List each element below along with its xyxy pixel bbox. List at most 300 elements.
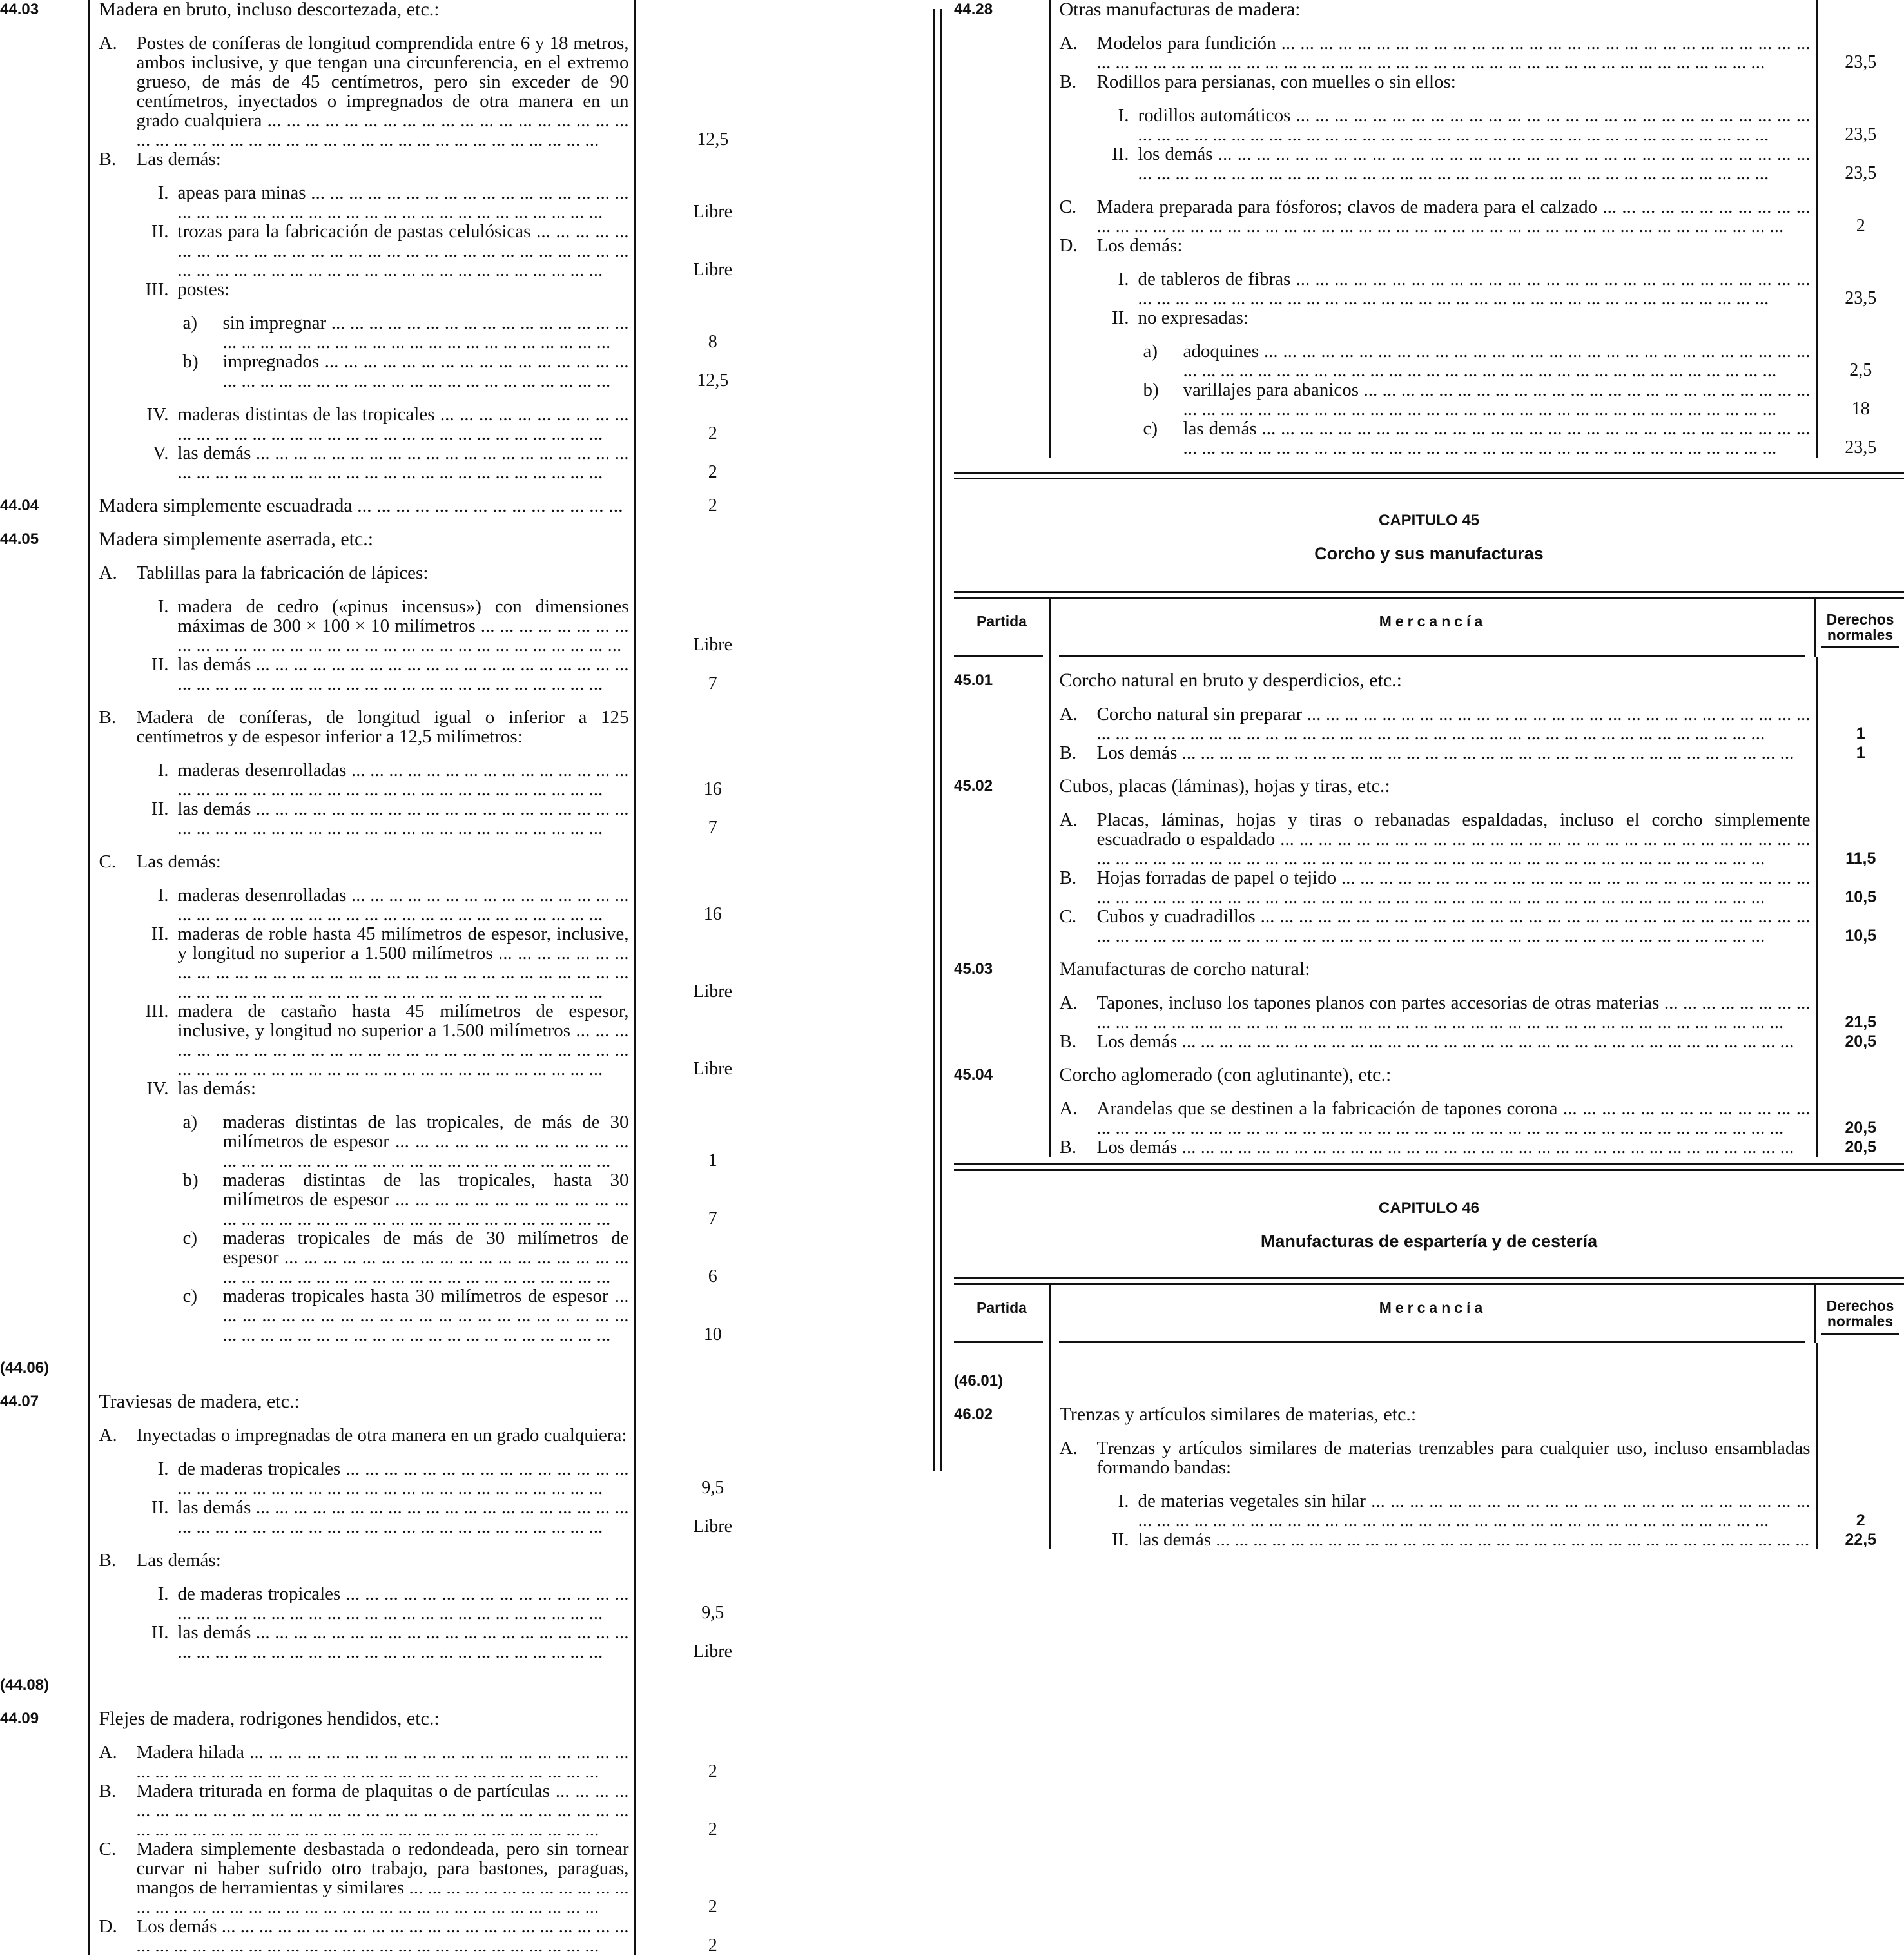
partida-number — [954, 1138, 1049, 1157]
description-cell — [1049, 960, 1816, 979]
description-cell — [89, 1392, 635, 1411]
item-text — [137, 150, 629, 169]
dot-leader: ... ... ... ... ... ... ... ... ... ... ... ... ... ... ... ... ... ... ... ... ... ... ... ... ... ... . — [1138, 1491, 1811, 1531]
item-row — [0, 313, 790, 352]
duty-value — [1816, 671, 1904, 690]
item-row — [0, 886, 790, 924]
item-text — [137, 1551, 629, 1570]
item-marker: I. — [157, 596, 169, 617]
dot-leader: ... ... ... ... ... ... ... ... ... ... ... ... . — [178, 443, 629, 483]
partida-number — [954, 72, 1049, 92]
item-text-content: Modelos para fundición — [1096, 33, 1276, 53]
spacer-row — [0, 169, 790, 183]
description-cell — [89, 0, 635, 19]
duty-value — [635, 563, 790, 583]
item-text — [223, 313, 629, 352]
item-marker: A. — [99, 1425, 117, 1446]
description-cell — [89, 1228, 635, 1286]
partida-number: 44.04 — [0, 497, 39, 514]
item-row — [0, 852, 790, 871]
partida-number — [954, 419, 1049, 458]
spacer-row — [0, 1378, 790, 1392]
item-text-content: maderas desenrolladas — [177, 760, 347, 780]
dot-leader — [1211, 1529, 1809, 1550]
description-cell — [1049, 993, 1816, 1032]
partida-number — [0, 150, 89, 169]
partida-number: (46.01) — [954, 1372, 1004, 1390]
spacer-row — [0, 1098, 790, 1112]
item-text — [1097, 1138, 1811, 1157]
partida-number — [954, 106, 1049, 144]
item-marker: B. — [1059, 867, 1077, 888]
partida-number — [0, 1781, 89, 1839]
item-text — [1138, 106, 1811, 144]
item-text — [1183, 419, 1811, 458]
spacer-row — [954, 255, 1904, 269]
duty-value: 2 — [708, 1819, 717, 1839]
duty-value: 11,5 — [1845, 849, 1876, 867]
description-cell — [89, 183, 635, 222]
spacer-row — [0, 871, 790, 886]
item-text-content: las demás — [177, 1497, 251, 1518]
item-text-content: rodillos automáticos — [1138, 105, 1291, 126]
spacer-row — [0, 838, 790, 852]
item-row — [954, 1099, 1904, 1138]
dot-leader: ... ... ... ... ... ... ... ... . — [223, 1247, 629, 1287]
item-marker: A. — [1059, 1098, 1078, 1119]
item-text — [178, 1459, 629, 1498]
description-cell — [89, 655, 635, 693]
description-cell — [1049, 907, 1816, 945]
partida-number — [954, 380, 1049, 419]
spacer-row — [0, 1536, 790, 1551]
item-row — [0, 1623, 790, 1661]
item-text — [1183, 380, 1811, 419]
item-row — [954, 704, 1904, 743]
partida-number — [0, 405, 89, 443]
duty-value: 1 — [708, 1150, 717, 1170]
table-header — [954, 1285, 1904, 1343]
description-cell — [89, 1002, 635, 1079]
item-text-content: trozas para la fabricación de pastas celulósicas — [177, 221, 531, 242]
item-text-content: madera de cedro («pinus incensus») con dimensiones máximas de 300 × 100 × 10 milímetros — [177, 596, 629, 636]
item-text — [178, 760, 629, 799]
item-text — [137, 1781, 629, 1839]
item-row — [0, 1079, 790, 1098]
partida-number — [954, 269, 1049, 308]
item-text — [178, 655, 629, 693]
item-row — [0, 708, 790, 746]
item-marker: c) — [182, 1228, 198, 1248]
item-marker: II. — [151, 1622, 169, 1643]
duty-value: Libre — [693, 202, 733, 222]
item-text — [1097, 868, 1811, 907]
partida-row — [0, 530, 790, 549]
item-row — [954, 197, 1904, 236]
item-text-content: maderas distintas de las tropicales, de más de 30 milímetros de espesor — [222, 1112, 629, 1152]
partida-row — [954, 1371, 1904, 1391]
partida-number: 45.04 — [954, 1066, 993, 1083]
description-cell — [89, 886, 635, 924]
dot-leader: ... ... ... ... ... ... ... . — [178, 760, 629, 800]
right-column — [954, 0, 1904, 1550]
dot-leader: ... ... ... ... ... ... ... ... ... ... ... ... . — [223, 1286, 629, 1345]
description-cell — [89, 1781, 635, 1839]
dot-leader: ... ... ... ... ... ... ... ... ... ... ... ... ... ... ... ... ... ... ... ... ... ... ... ... ... ... ... ... ... ... . — [1138, 269, 1811, 309]
item-text-content: de tableros de fibras — [1138, 269, 1291, 289]
item-text — [1138, 1530, 1811, 1549]
duty-value: 16 — [703, 779, 722, 799]
item-text-content: Madera triturada en forma de plaquitas o de partículas — [136, 1781, 550, 1801]
item-marker: c) — [1143, 418, 1158, 439]
header-normales: normales — [1827, 626, 1894, 643]
partida-number — [954, 342, 1049, 380]
item-row — [954, 72, 1904, 92]
item-marker: I. — [157, 1458, 169, 1479]
item-text-content: Los demás — [1096, 1031, 1178, 1052]
item-text — [178, 886, 629, 924]
partida-number: 46.02 — [954, 1406, 993, 1423]
item-marker: B. — [99, 707, 117, 728]
partida-number — [954, 1099, 1049, 1138]
partida-row — [954, 0, 1904, 19]
partida-number — [0, 1743, 89, 1781]
item-text-content: Corcho natural sin preparar — [1096, 704, 1303, 724]
item-row — [954, 1530, 1904, 1549]
description-cell — [1049, 1371, 1816, 1391]
duty-value — [635, 852, 790, 871]
item-row — [0, 1002, 790, 1079]
item-marker: C. — [1059, 906, 1077, 927]
spacer-row — [0, 299, 790, 313]
table-header — [954, 599, 1904, 657]
spacer-row — [954, 1085, 1904, 1099]
item-text-content: las demás — [1183, 418, 1257, 439]
chapter-46-title: Manufacturas de espartería y de cestería — [1260, 1232, 1598, 1251]
item-text — [1097, 34, 1811, 72]
description-cell — [1049, 380, 1816, 419]
item-text — [1097, 1438, 1811, 1477]
partida-number — [0, 1584, 89, 1623]
duty-value: 23,5 — [1845, 124, 1877, 144]
item-text-content: de maderas tropicales — [177, 1458, 341, 1479]
item-text-content: las demás — [177, 799, 251, 819]
item-marker: B. — [1059, 742, 1077, 763]
duty-value: Libre — [693, 1059, 733, 1079]
item-marker: D. — [99, 1916, 117, 1937]
item-text — [137, 1426, 629, 1445]
partida-number — [954, 308, 1049, 327]
item-marker: V. — [153, 443, 169, 463]
item-row — [0, 443, 790, 482]
partida-row — [0, 1359, 790, 1378]
description-cell — [1049, 1438, 1816, 1477]
description-cell — [1049, 308, 1816, 327]
partida-number — [0, 1112, 89, 1170]
spacer-row — [0, 1570, 790, 1584]
item-row — [0, 34, 790, 150]
item-marker: II. — [1111, 307, 1129, 328]
partida-number — [0, 34, 89, 150]
header-partida: Partida — [976, 1299, 1027, 1316]
description-cell — [1049, 419, 1816, 458]
spacer-row — [0, 549, 790, 563]
item-text-content: varillajes para abanicos — [1183, 380, 1359, 400]
item-text — [223, 352, 629, 391]
double-rule — [954, 472, 1904, 479]
item-row — [954, 810, 1904, 868]
item-row — [0, 597, 790, 655]
spacer-row — [954, 1477, 1904, 1491]
dot-leader: ... ... ... ... ... ... ... ... ... ... ... ... ... ... ... ... ... ... ... ... ... ... ... ... ... ... ... ... ... ... ... ... . — [1097, 704, 1811, 744]
duty-value: 22,5 — [1845, 1531, 1877, 1549]
description-cell — [1049, 106, 1816, 144]
column-divider — [933, 9, 942, 1471]
item-row — [0, 405, 790, 443]
partida-number — [954, 810, 1049, 868]
item-text — [178, 405, 629, 443]
dot-leader: ... ... ... ... ... ... ... . — [178, 885, 629, 925]
partida-number — [0, 1498, 89, 1536]
item-row — [0, 1426, 790, 1445]
duty-value: 2 — [1856, 1511, 1865, 1529]
item-marker: A. — [1059, 704, 1078, 724]
spacer-row — [954, 1357, 1904, 1371]
partida-number — [954, 704, 1049, 743]
partida-number — [0, 655, 89, 693]
dot-leader: ... ... ... ... ... ... ... ... ... ... ... ... ... ... ... ... ... ... ... ... ... ... ... ... ... ... ... ... ... ... . — [1183, 341, 1811, 381]
item-text — [137, 1743, 629, 1781]
spacer-row — [954, 690, 1904, 704]
dot-leader: ... ... ... ... ... ... ... ... ... ... ... ... ... ... ... ... ... ... ... ... ... ... ... ... ... ... ... ... ... ... . — [1183, 418, 1811, 458]
item-marker: a) — [182, 313, 198, 333]
item-text-content: Placas, láminas, hojas y tiras o rebanadas espaldadas, incluso el corcho simplemente escuadrado o espaldado — [1096, 809, 1811, 849]
item-marker: I. — [1118, 105, 1129, 126]
description-cell — [1049, 1032, 1816, 1051]
duty-value: 16 — [703, 904, 722, 924]
item-text-content: maderas tropicales de más de 30 milímetros de espesor — [222, 1228, 629, 1268]
partida-number — [0, 1917, 89, 1955]
duty-value — [635, 1551, 790, 1570]
item-text-content: las demás: — [177, 1078, 257, 1099]
item-text — [178, 443, 629, 482]
item-marker: III. — [145, 279, 169, 300]
item-marker: II. — [1111, 144, 1129, 164]
dot-leader: ... ... . — [1177, 742, 1794, 763]
item-text-content: las demás — [1138, 1529, 1212, 1550]
item-marker: A. — [99, 33, 117, 53]
item-row — [954, 308, 1904, 327]
item-row — [954, 380, 1904, 419]
description-cell — [89, 1839, 635, 1917]
duty-value — [1816, 777, 1904, 796]
description-cell — [1049, 197, 1816, 236]
item-text — [1097, 1099, 1811, 1138]
partida-row — [0, 496, 790, 516]
item-text-content: impregnados — [222, 351, 320, 372]
description-cell — [1049, 1099, 1816, 1138]
item-marker: C. — [1059, 197, 1077, 217]
item-row — [0, 1781, 790, 1839]
item-marker: A. — [1059, 993, 1078, 1013]
item-text-content: maderas distintas de las tropicales — [177, 404, 435, 425]
dot-leader: ... ... ... ... ... ... . — [223, 313, 629, 353]
description-cell — [89, 496, 635, 516]
item-row — [0, 150, 790, 169]
item-marker: I. — [157, 1583, 169, 1604]
description-cell — [89, 443, 635, 482]
duty-value — [1816, 1065, 1904, 1085]
dot-leader: ... ... ... ... ... ... ... ... ... ... ... ... ... ... ... ... . — [137, 1916, 629, 1956]
partida-number — [0, 1426, 89, 1445]
dot-leader: ... ... ... ... ... ... ... ... ... ... ... ... ... ... ... ... ... ... ... . — [178, 1020, 629, 1080]
dot-leader: ... ... ... ... ... ... ... ... ... ... ... ... ... ... ... ... ... ... ... ... ... ... ... ... ... ... ... ... ... ... ... ... ... . — [1097, 829, 1811, 869]
item-row — [0, 1839, 790, 1917]
item-text — [223, 1228, 629, 1286]
partida-number — [0, 1286, 89, 1344]
item-row — [954, 419, 1904, 458]
item-marker: I. — [1118, 269, 1129, 289]
spacer-row — [0, 1661, 790, 1676]
item-text — [1097, 743, 1811, 762]
partida-number: 44.09 — [0, 1710, 39, 1727]
header-derechos: Derechos — [1826, 1297, 1894, 1314]
description-cell — [1049, 1138, 1816, 1157]
item-row — [954, 907, 1904, 945]
item-row — [0, 352, 790, 391]
heading-text: Manufacturas de corcho natural: — [1059, 958, 1310, 980]
description-cell — [89, 1079, 635, 1098]
duty-value: 7 — [708, 1208, 717, 1228]
partida-number — [0, 563, 89, 583]
dot-leader: ... ... ... ... ... ... ... ... ... ... ... ... ... ... ... ... ... . — [1097, 197, 1811, 237]
duty-value — [635, 0, 790, 19]
dot-leader: ... ... . — [1177, 1031, 1794, 1052]
item-marker: b) — [182, 1170, 199, 1190]
item-row — [0, 183, 790, 222]
double-rule — [954, 1277, 1904, 1285]
item-text — [178, 183, 629, 222]
dot-leader: ... ... ... ... ... ... ... ... ... . — [178, 182, 629, 222]
description-cell — [1049, 704, 1816, 743]
duty-value: 23,5 — [1845, 163, 1877, 183]
item-text-content: las demás — [177, 443, 251, 463]
partida-row — [954, 1065, 1904, 1085]
duty-value — [1816, 236, 1904, 255]
double-rule — [954, 1163, 1904, 1171]
item-marker: IV. — [146, 1078, 169, 1099]
duty-value: 2 — [708, 1761, 717, 1781]
dot-leader: ... ... ... ... ... ... ... . — [178, 1458, 629, 1498]
item-text — [178, 799, 629, 838]
dot-leader: ... ... ... ... ... ... . — [137, 1877, 629, 1917]
item-text — [137, 563, 629, 583]
partida-number — [954, 236, 1049, 255]
partida-row — [954, 1405, 1904, 1424]
item-text-content: Las demás: — [136, 149, 221, 169]
chapter-46-label: CAPITULO 46 — [1378, 1199, 1480, 1217]
duty-value: 2 — [708, 1897, 717, 1917]
item-marker: A. — [1059, 33, 1078, 53]
header-mercancia: Mercancía — [1379, 613, 1487, 630]
description-cell — [89, 597, 635, 655]
partida-number — [0, 1551, 89, 1570]
item-text-content: Tapones, incluso los tapones planos con partes accesorias de otras materias — [1096, 993, 1660, 1013]
item-text-content: Las demás: — [136, 1550, 221, 1571]
duty-value: 23,5 — [1845, 52, 1877, 72]
description-cell — [89, 352, 635, 391]
partida-row — [0, 0, 790, 19]
description-cell — [1049, 743, 1816, 762]
description-cell — [1049, 342, 1816, 380]
duty-value: 21,5 — [1845, 1013, 1877, 1031]
description-cell — [89, 1426, 635, 1445]
item-text — [137, 1839, 629, 1917]
item-marker: C. — [99, 1839, 117, 1859]
duty-value: 20,5 — [1845, 1119, 1877, 1137]
item-marker: A. — [99, 563, 117, 583]
description-cell — [1049, 1405, 1816, 1424]
dot-leader: ... ... ... ... ... ... ... ... ... ... ... ... ... ... ... ... ... ... ... ... ... ... ... ... ... . — [1183, 380, 1811, 420]
item-marker: B. — [99, 1781, 117, 1801]
item-row — [954, 106, 1904, 144]
dot-leader: ... ... ... ... ... ... ... ... ... ... ... ... . — [178, 1497, 629, 1537]
description-cell — [89, 222, 635, 280]
dot-leader: ... ... ... ... ... ... ... ... ... ... ... ... ... ... . — [1097, 993, 1811, 1032]
dot-leader: ... ... ... ... ... ... ... ... ... ... ... ... ... ... ... ... ... ... ... ... ... ... ... ... ... ... ... ... ... ... . — [1097, 867, 1811, 907]
partida-number — [0, 1170, 89, 1228]
spacer-row — [0, 583, 790, 597]
item-marker: II. — [151, 1497, 169, 1518]
duty-value: 2 — [708, 462, 717, 482]
item-text-content: Los demás — [1096, 742, 1178, 763]
item-text — [178, 280, 629, 299]
spacer-row — [954, 762, 1904, 777]
partida-number — [954, 868, 1049, 907]
duty-value: Libre — [693, 1641, 733, 1661]
duty-value — [635, 530, 790, 549]
spacer-row — [954, 1391, 1904, 1405]
duty-value: 2 — [708, 496, 717, 516]
item-marker: B. — [99, 149, 117, 169]
item-text-content: Los demás — [136, 1916, 217, 1937]
spacer-row — [0, 391, 790, 405]
heading-text: Cubos, placas (láminas), hojas y tiras, etc.: — [1059, 775, 1390, 797]
spacer-row — [954, 327, 1904, 342]
chapter-45-table — [954, 657, 1904, 1157]
spacer-row — [0, 19, 790, 34]
duty-value: Libre — [693, 260, 733, 280]
dot-leader: ... ... ... ... ... ... ... ... ... ... ... ... ... ... . — [137, 1742, 629, 1782]
item-marker: B. — [1059, 1031, 1077, 1052]
spacer-row — [954, 796, 1904, 810]
item-text-content: Trenzas y artículos similares de materias trenzables para cualquier uso, incluso ensambladas formando bandas: — [1096, 1438, 1811, 1478]
duty-value — [635, 150, 790, 169]
item-marker: I. — [157, 885, 169, 905]
description-cell — [89, 563, 635, 583]
description-cell — [89, 280, 635, 299]
description-cell — [1049, 269, 1816, 308]
duty-value: 12,5 — [697, 371, 729, 391]
duty-value: 23,5 — [1845, 438, 1877, 458]
dot-leader: ... ... ... ... ... ... ... ... ... ... ... ... ... . — [137, 110, 629, 150]
partida-row — [954, 671, 1904, 690]
duty-value: 12,5 — [697, 130, 729, 150]
item-text — [137, 708, 629, 746]
duty-value: Libre — [693, 635, 733, 655]
spacer-row — [0, 1344, 790, 1359]
partida-number: 45.03 — [954, 960, 993, 978]
